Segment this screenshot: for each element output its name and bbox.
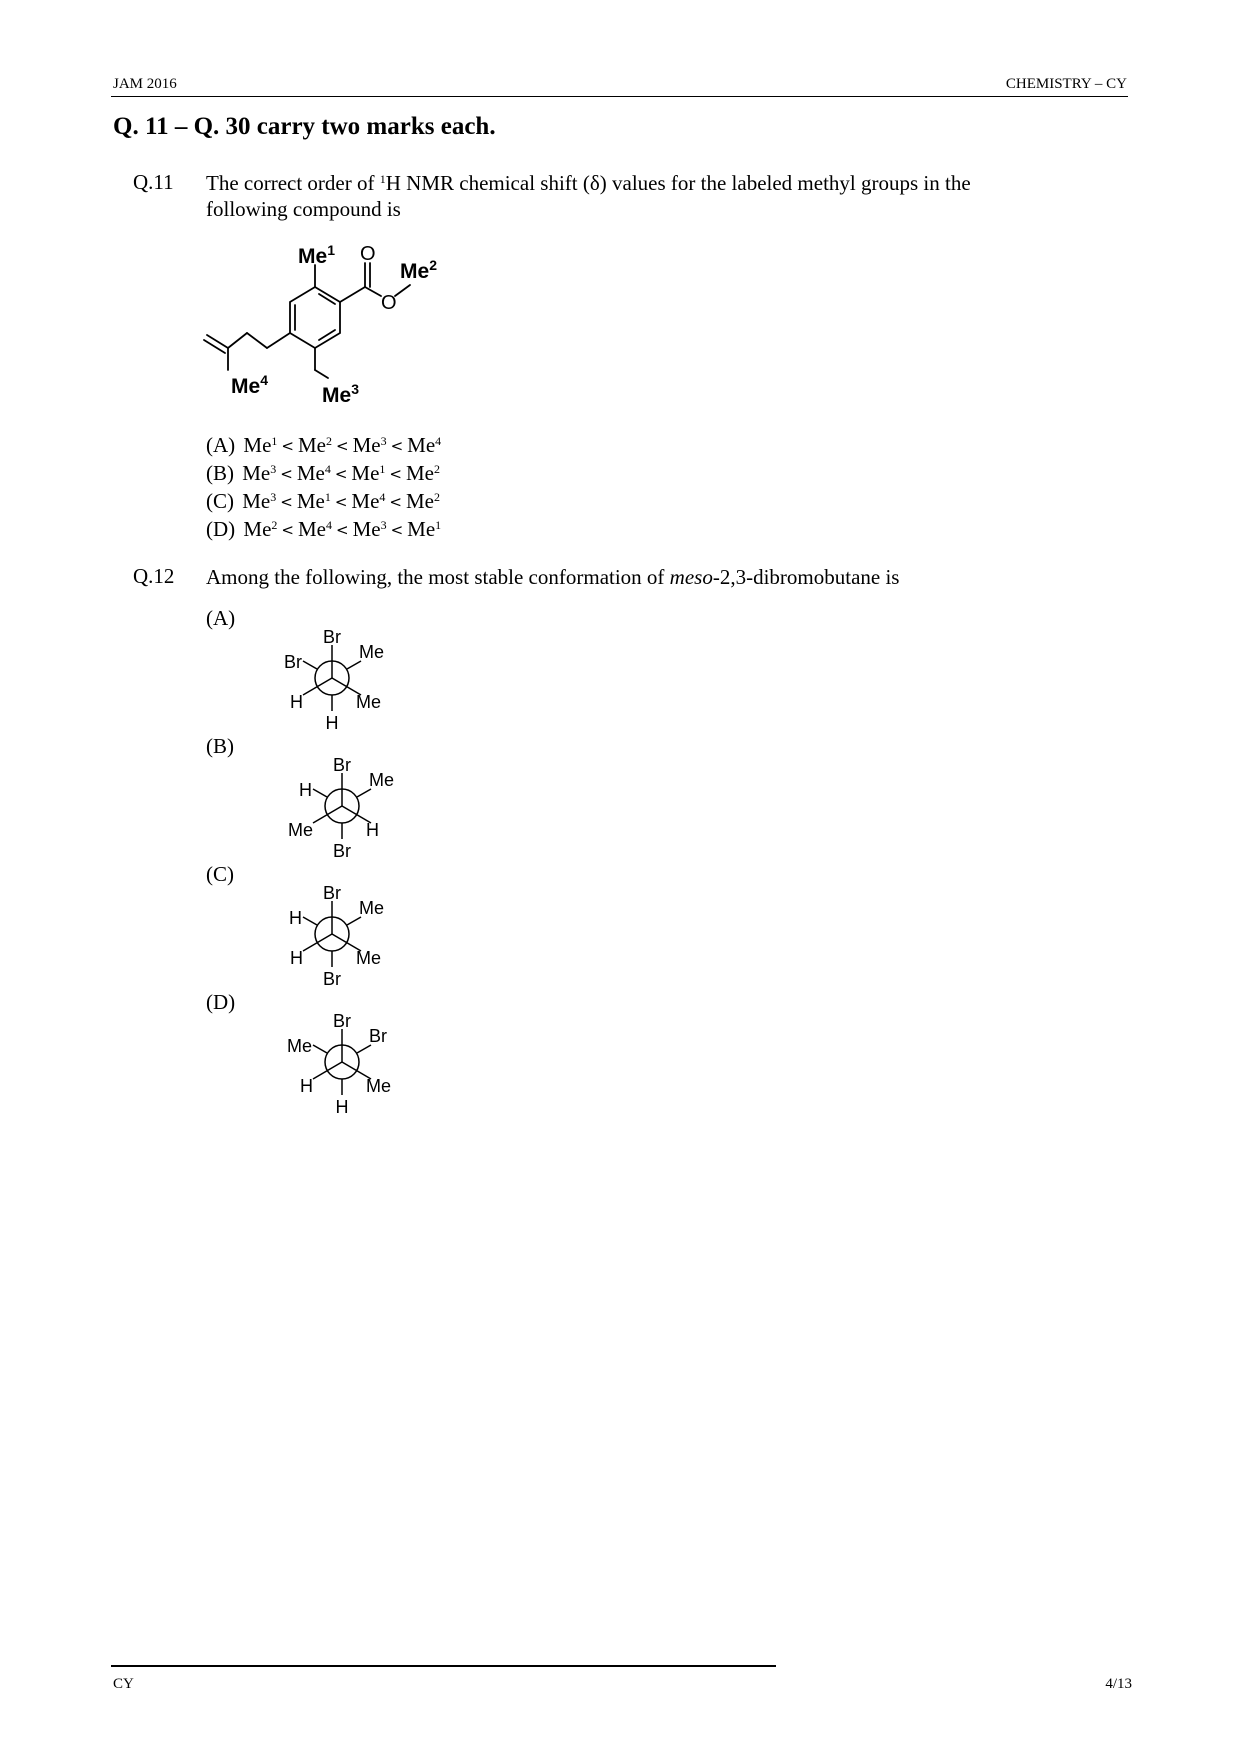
substituent-front-left: Me <box>286 1036 312 1056</box>
option-b[interactable]: (B) $Me^3 < Me^4 < Me^1 < Me^2$ <box>206 461 440 485</box>
question-text: The correct order of $^1$H NMR chemical shift (δ) values for the labeled methyl groups in the following compound is <box>206 171 971 221</box>
question-text: Among the following, the most stable conformation of meso-2,3-dibromobutane is <box>206 565 900 589</box>
substituent-bottom: Br <box>333 841 351 861</box>
page-number: 4/13 <box>1105 1676 1132 1692</box>
substituent-back-right: Br <box>369 1026 387 1046</box>
newman-projection-d[interactable] <box>280 1012 410 1122</box>
label-me2: Me$^2$ <box>400 257 437 283</box>
substituent-back-left: Me <box>287 820 313 840</box>
substituent-top: Br <box>333 756 351 775</box>
newman-projection-c[interactable] <box>270 884 400 994</box>
substituent-back-right: Me <box>359 642 385 662</box>
substituent-top: Br <box>323 884 341 903</box>
header-right: CHEMISTRY – CY <box>1005 76 1127 92</box>
substituent-top: Br <box>323 628 341 647</box>
substituent-back-right: Me <box>359 898 385 918</box>
option-d-label[interactable]: (D) <box>206 990 236 1014</box>
substituent-front-right: Me <box>366 1076 392 1096</box>
substituent-front-right: Me <box>356 692 382 712</box>
footer-left: CY <box>113 1676 134 1692</box>
question-number: Q.11 <box>133 170 174 194</box>
footer-rule <box>111 1665 776 1667</box>
option-d[interactable]: (D) $Me^2 < Me^4 < Me^3 < Me^1$ <box>206 517 442 541</box>
substituent-front-left: Br <box>284 652 302 672</box>
header-left: JAM 2016 <box>113 76 177 92</box>
label-me1: Me$^1$ <box>298 245 335 268</box>
newman-projection-a[interactable] <box>270 628 400 738</box>
option-a[interactable]: (A) $Me^1 < Me^2 < Me^3 < Me^4$ <box>206 433 442 457</box>
compound-structure <box>195 245 505 420</box>
substituent-bottom: H <box>335 1097 349 1117</box>
header-rule <box>111 96 1128 97</box>
q11-options <box>206 432 441 544</box>
substituent-back-left: H <box>300 1076 313 1096</box>
option-c-label[interactable]: (C) <box>206 862 234 886</box>
substituent-bottom: Br <box>323 969 341 989</box>
substituent-back-left: H <box>290 948 303 968</box>
substituent-front-right: H <box>366 820 379 840</box>
substituent-top: Br <box>333 1012 351 1031</box>
option-b-label[interactable]: (B) <box>206 734 234 758</box>
substituent-front-left: H <box>289 908 302 928</box>
substituent-bottom: H <box>325 713 339 733</box>
option-a-label[interactable]: (A) <box>206 606 236 630</box>
substituent-back-left: H <box>290 692 303 712</box>
question-number: Q.12 <box>133 564 175 588</box>
ester-oxygen-label: O <box>381 292 397 314</box>
section-title: Q. 11 – Q. 30 carry two marks each. <box>113 113 496 140</box>
substituent-front-right: Me <box>356 948 382 968</box>
option-c[interactable]: (C) $Me^3 < Me^1 < Me^4 < Me^2$ <box>206 489 440 513</box>
label-me3: Me$^3$ <box>322 381 359 407</box>
label-me4: Me$^4$ <box>231 372 268 398</box>
carbonyl-oxygen-label: O <box>360 245 376 265</box>
substituent-back-right: Me <box>369 770 395 790</box>
newman-projection-b[interactable] <box>280 756 410 866</box>
substituent-front-left: H <box>299 780 312 800</box>
